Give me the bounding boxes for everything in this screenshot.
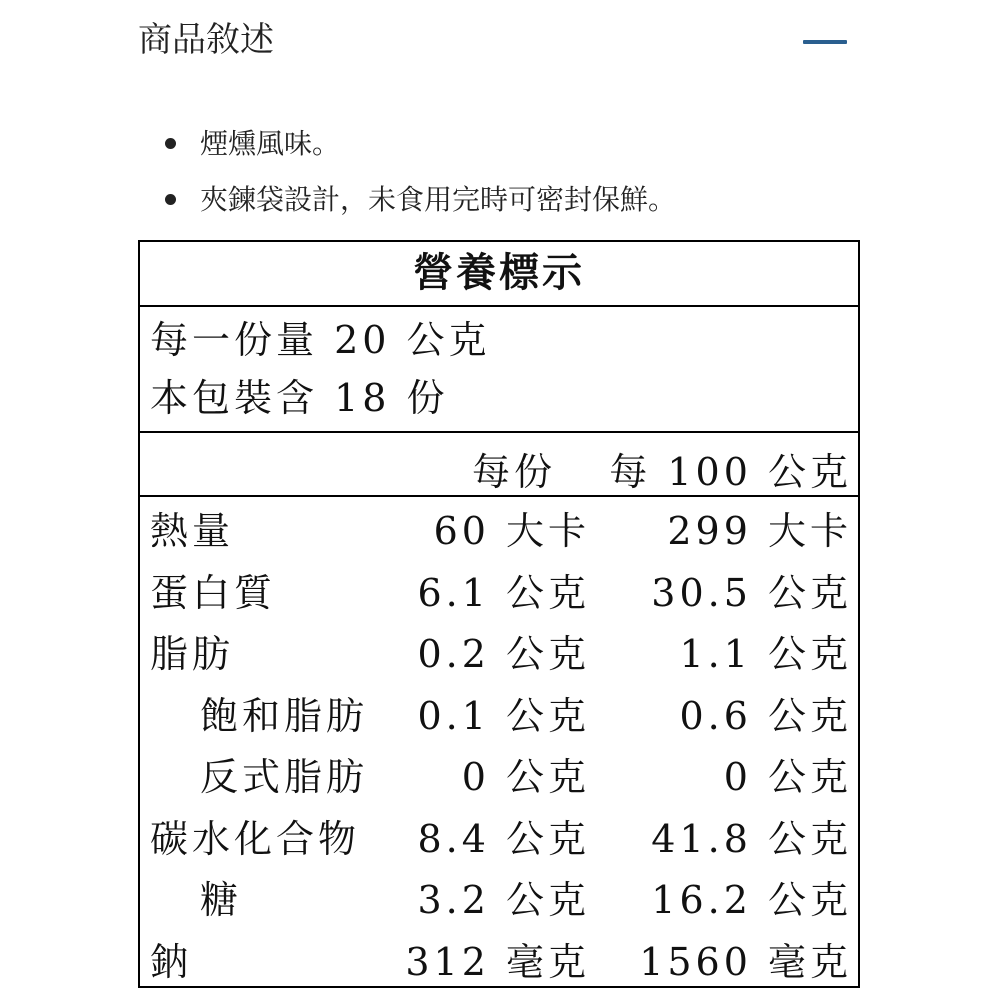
nutrient-label: 熱量 [150,509,235,553]
per-serving-value: 0 公克 [461,755,590,799]
list-item [160,118,676,174]
nutrition-row [140,805,858,867]
per-100g-value: 41.8 公克 [651,816,852,861]
per-serving-value: 0.2 公克 [417,632,590,676]
nutrient-label: 蛋白質 [150,570,277,615]
per-100g-value: 299 大卡 [667,509,852,553]
col-per-100g: 每 100 公克 [609,450,852,494]
serving-info [140,307,858,433]
feature-list [160,118,676,230]
col-per-serving: 每份 [471,450,556,494]
bullet-icon [165,194,176,205]
nutrition-column-header [140,433,858,497]
nutrient-label: 鈉 [150,939,193,984]
per-100g-value: 16.2 公克 [651,878,852,922]
nutrition-title: 營養標示 [140,242,858,307]
section-title: 商品敘述 [138,20,274,60]
servings-per-package: 本包裝含 18 份 [150,376,449,420]
per-serving-value: 60 大卡 [433,509,590,553]
nutrition-row [140,559,858,621]
nutrition-row [140,743,858,805]
nutrition-row [140,620,858,682]
bullet-icon [165,138,176,149]
per-serving-value: 312 毫克 [405,939,590,984]
per-serving-value: 8.4 公克 [417,816,590,861]
collapse-toggle-button[interactable] [795,22,855,62]
serving-size: 每一份量 20 公克 [150,318,491,362]
per-100g-value: 0 公克 [723,755,852,799]
minus-icon [803,40,847,44]
per-100g-value: 0.6 公克 [679,693,852,738]
nutrition-row [140,866,858,928]
list-item-text: 夾鍊袋設計，未食用完時可密封保鮮。 [200,183,677,216]
nutrition-label-image [138,240,860,988]
nutrient-label: 糖 [200,878,243,922]
nutrient-label: 反式脂肪 [200,755,369,799]
nutrition-row [140,928,858,990]
per-100g-value: 1.1 公克 [679,632,852,676]
per-100g-value: 30.5 公克 [651,570,852,615]
nutrition-rows [140,497,858,989]
section-header [0,0,1000,90]
nutrition-row [140,497,858,559]
nutrient-label: 脂肪 [150,632,235,676]
per-serving-value: 3.2 公克 [417,878,590,922]
list-item [160,174,676,230]
per-serving-value: 0.1 公克 [417,693,590,738]
nutrition-row [140,682,858,744]
per-serving-value: 6.1 公克 [417,570,590,615]
nutrient-label: 飽和脂肪 [200,693,369,738]
list-item-text: 煙燻風味。 [200,127,341,160]
per-100g-value: 1560 毫克 [639,939,852,984]
nutrient-label: 碳水化合物 [150,816,361,861]
